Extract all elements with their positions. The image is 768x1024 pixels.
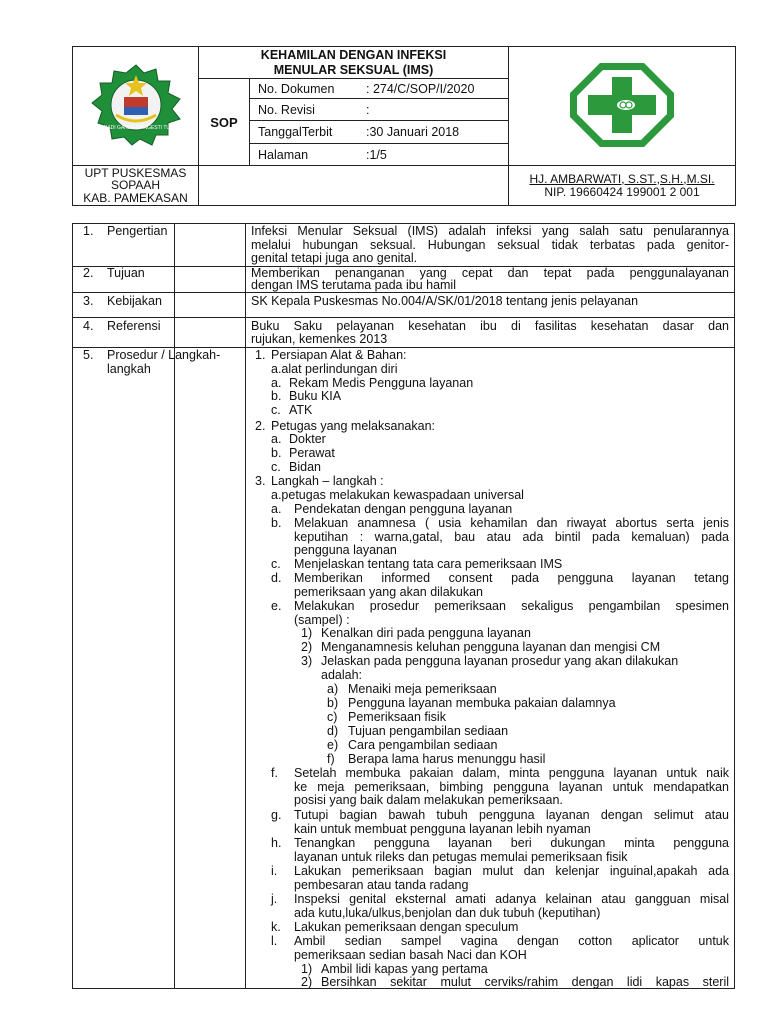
proc-line: ada kutu,luka/ulkus,benjolan dan duk tubuh (keputihan) — [294, 905, 601, 920]
proc-line: Tenangkan pengguna layanan beri dukungan minta pengguna — [294, 836, 729, 850]
row-number: 5. — [83, 348, 94, 362]
meta-page: Halaman :1/5 — [250, 144, 509, 166]
proc-marker: i. — [271, 864, 278, 878]
proc-marker: 2. — [255, 419, 266, 433]
proc-marker: b. — [271, 516, 282, 530]
row-text: SK Kepala Puskesmas No.004/A/SK/01/2018 tentang jenis pelayanan — [251, 294, 639, 308]
proc-line: Lakukan pemeriksaan bagian mulut dan kelenjar inguinal,apakah ada — [294, 864, 729, 878]
row-label-prosedur-2: langkah — [107, 362, 151, 376]
proc-line: a.alat perlindungan diri — [271, 362, 398, 376]
row-text: genital tetapi juga ano genital. — [251, 251, 418, 265]
document-title: KEHAMILAN DENGAN INFEKSI MENULAR SEKSUAL (IMS) — [199, 47, 509, 79]
proc-line: adalah: — [321, 667, 363, 682]
proc-line: Ambil sedian sampel vagina dengan cotton aplicator untuk — [294, 934, 729, 948]
proc-line: a.petugas melakukan kewaspadaan universal — [271, 488, 524, 502]
signer-block — [509, 166, 736, 206]
proc-marker: f) — [327, 751, 335, 766]
proc-line: Memberikan informed consent pada pengguna layanan tetang — [294, 571, 729, 585]
proc-line: Cara pengambilan sediaan — [348, 737, 498, 752]
proc-line: Ambil lidi kapas yang pertama — [321, 961, 488, 976]
meta-revision: No. Revisi : — [250, 99, 509, 121]
row-label-referensi: Referensi — [107, 319, 161, 333]
sop-content-table — [72, 223, 735, 989]
proc-marker: b. — [271, 389, 282, 403]
proc-line: Inspeksi genital eksternal amati adanya kelainan atau gangguan misal — [294, 892, 729, 906]
proc-line: pemeriksaan yang akan dilakukan — [294, 584, 484, 599]
proc-marker: j. — [271, 892, 278, 906]
proc-line: Berapa lama harus menunggu hasil — [348, 751, 546, 766]
row-text: Memberikan penanganan yang cepat dan tepat pada penggunalayanan — [251, 266, 729, 280]
proc-marker: a. — [271, 502, 282, 516]
proc-marker: g. — [271, 808, 282, 822]
row-number: 2. — [83, 266, 94, 280]
proc-marker: a. — [271, 432, 282, 446]
sop-label: SOP — [199, 79, 250, 166]
row-label-prosedur: Prosedur / Langkah- — [107, 348, 221, 362]
document-header — [72, 46, 735, 205]
proc-line: Bersihkan sekitar mulut cerviks/rahim dengan lidi kapas steril — [321, 975, 729, 989]
proc-marker: d. — [271, 571, 282, 585]
proc-line: Rekam Medis Pengguna layanan — [289, 375, 474, 390]
logo-motto: BADI GANDA MANGESTI TUNGGAL — [103, 124, 188, 131]
signer-name: HJ. AMBARWATI, S.ST.,S.H.,M.SI. — [529, 171, 715, 186]
proc-marker: 3. — [255, 474, 266, 488]
proc-line: Jelaskan pada pengguna layanan prosedur yang akan dilakukan — [321, 654, 679, 668]
proc-marker: l. — [271, 934, 278, 948]
proc-line: Menganamnesis keluhan pengguna layanan dan mengisi CM — [321, 640, 661, 654]
proc-marker: f. — [271, 766, 278, 780]
proc-marker: 2) — [301, 975, 313, 989]
blank-cell — [199, 166, 509, 206]
proc-line: Langkah – langkah : — [271, 474, 384, 488]
proc-line: posisi yang baik dalam melakukan pemeriksaan. — [294, 793, 563, 807]
proc-line: Pengguna layanan membuka pakaian dalamnya — [348, 695, 616, 710]
proc-marker: 2) — [301, 640, 313, 654]
proc-line: pengguna layanan — [294, 543, 397, 557]
proc-line: keputihan : warna,gatal, bau atau ada bintil pada kemaluan) pada — [294, 529, 729, 544]
row-text: dengan IMS terutama pada ibu hamil — [251, 278, 456, 292]
proc-line: kain untuk membuat pengguna layanan lebih nyaman — [294, 821, 591, 836]
proc-marker: c. — [271, 460, 281, 474]
proc-line: Petugas yang melaksanakan: — [271, 419, 435, 433]
proc-marker: k. — [271, 920, 281, 934]
proc-line: ke meja pemeriksaan, bimbing pengguna layanan untuk mendapatkan — [294, 779, 729, 794]
row-number: 3. — [83, 294, 94, 308]
puskesmas-regency-logo — [84, 63, 188, 147]
proc-line: Kenalkan diri pada pengguna layanan — [321, 626, 531, 640]
proc-line: (sampel) : — [294, 612, 350, 627]
proc-line: pemeriksaan sedian basah Naci dan KOH — [294, 947, 527, 962]
proc-line: Menjelaskan tentang tata cara pemeriksaan IMS — [294, 557, 563, 571]
proc-line: ATK — [289, 403, 313, 417]
row-text: Infeksi Menular Seksual (IMS) adalah infeksi yang salah satu penularannya — [251, 224, 729, 238]
row-text: Buku Saku pelayanan kesehatan ibu di fasilitas kesehatan dasar dan — [251, 319, 729, 333]
proc-line: Tutupi bagian bawah tubuh pengguna layanan dengan selimut atau — [294, 808, 729, 822]
proc-line: layanan untuk rileks dan petugas memulai pemeriksaan fisik — [294, 849, 628, 864]
proc-line: Bidan — [289, 460, 321, 474]
proc-marker: e) — [327, 737, 339, 752]
proc-marker: c. — [271, 403, 281, 417]
proc-line: Melakukan prosedur pemeriksaan sekaligus pengambilan spesimen — [294, 599, 729, 613]
proc-line: Buku KIA — [289, 389, 342, 403]
proc-marker: 3) — [301, 654, 313, 668]
signer-nip: NIP. 19660424 199001 2 001 — [544, 184, 700, 199]
puskesmas-cross-logo — [568, 61, 676, 149]
proc-line: Menaiki meja pemeriksaan — [348, 681, 497, 696]
proc-marker: 1) — [301, 961, 313, 976]
proc-line: Tujuan pengambilan sediaan — [348, 723, 509, 738]
proc-marker: d) — [327, 723, 339, 738]
proc-line: Pendekatan dengan pengguna layanan — [294, 502, 513, 516]
left-logo-cell — [73, 47, 199, 166]
proc-line: Lakukan pemeriksaan dengan speculum — [294, 920, 519, 934]
proc-line: Dokter — [289, 432, 326, 446]
row-text: rujukan, kemenkes 2013 — [251, 332, 388, 346]
proc-marker: e. — [271, 599, 282, 613]
proc-line: Persiapan Alat & Bahan: — [271, 348, 407, 362]
proc-marker: b. — [271, 446, 282, 460]
row-label-tujuan: Tujuan — [107, 266, 145, 280]
proc-marker: b) — [327, 695, 339, 710]
proc-line: Pemeriksaan fisik — [348, 709, 446, 724]
row-label-kebijakan: Kebijakan — [107, 294, 162, 308]
proc-marker: 1. — [255, 348, 266, 362]
proc-line: Setelah membuka pakaian dalam, minta pengguna layanan untuk naik — [294, 766, 729, 780]
proc-marker: a. — [271, 375, 282, 390]
proc-marker: a) — [327, 681, 339, 696]
proc-marker: c. — [271, 557, 281, 571]
meta-document-number: No. Dokumen : 274/C/SOP/I/2020 — [250, 79, 509, 99]
row-number: 1. — [83, 224, 94, 238]
proc-line: Melakuan anamnesa ( usia kehamilan dan riwayat abortus serta jenis — [294, 516, 729, 530]
row-number: 4. — [83, 319, 94, 333]
row-text: melalui hubungan seksual. Hubungan seksual tidak terbatas pada genitor- — [251, 237, 729, 252]
proc-line: pembesaran atau tanda radang — [294, 877, 469, 892]
meta-issue-date: TanggalTerbit :30 Januari 2018 — [250, 121, 509, 144]
proc-marker: h. — [271, 836, 282, 850]
proc-line: Perawat — [289, 446, 335, 460]
right-logo-cell — [509, 47, 736, 166]
proc-marker: 1) — [301, 626, 313, 640]
organization-name: UPT PUSKESMAS SOPAAH KAB. PAMEKASAN — [73, 166, 199, 206]
row-label-pengertian: Pengertian — [107, 224, 168, 238]
proc-marker: c) — [327, 709, 338, 724]
